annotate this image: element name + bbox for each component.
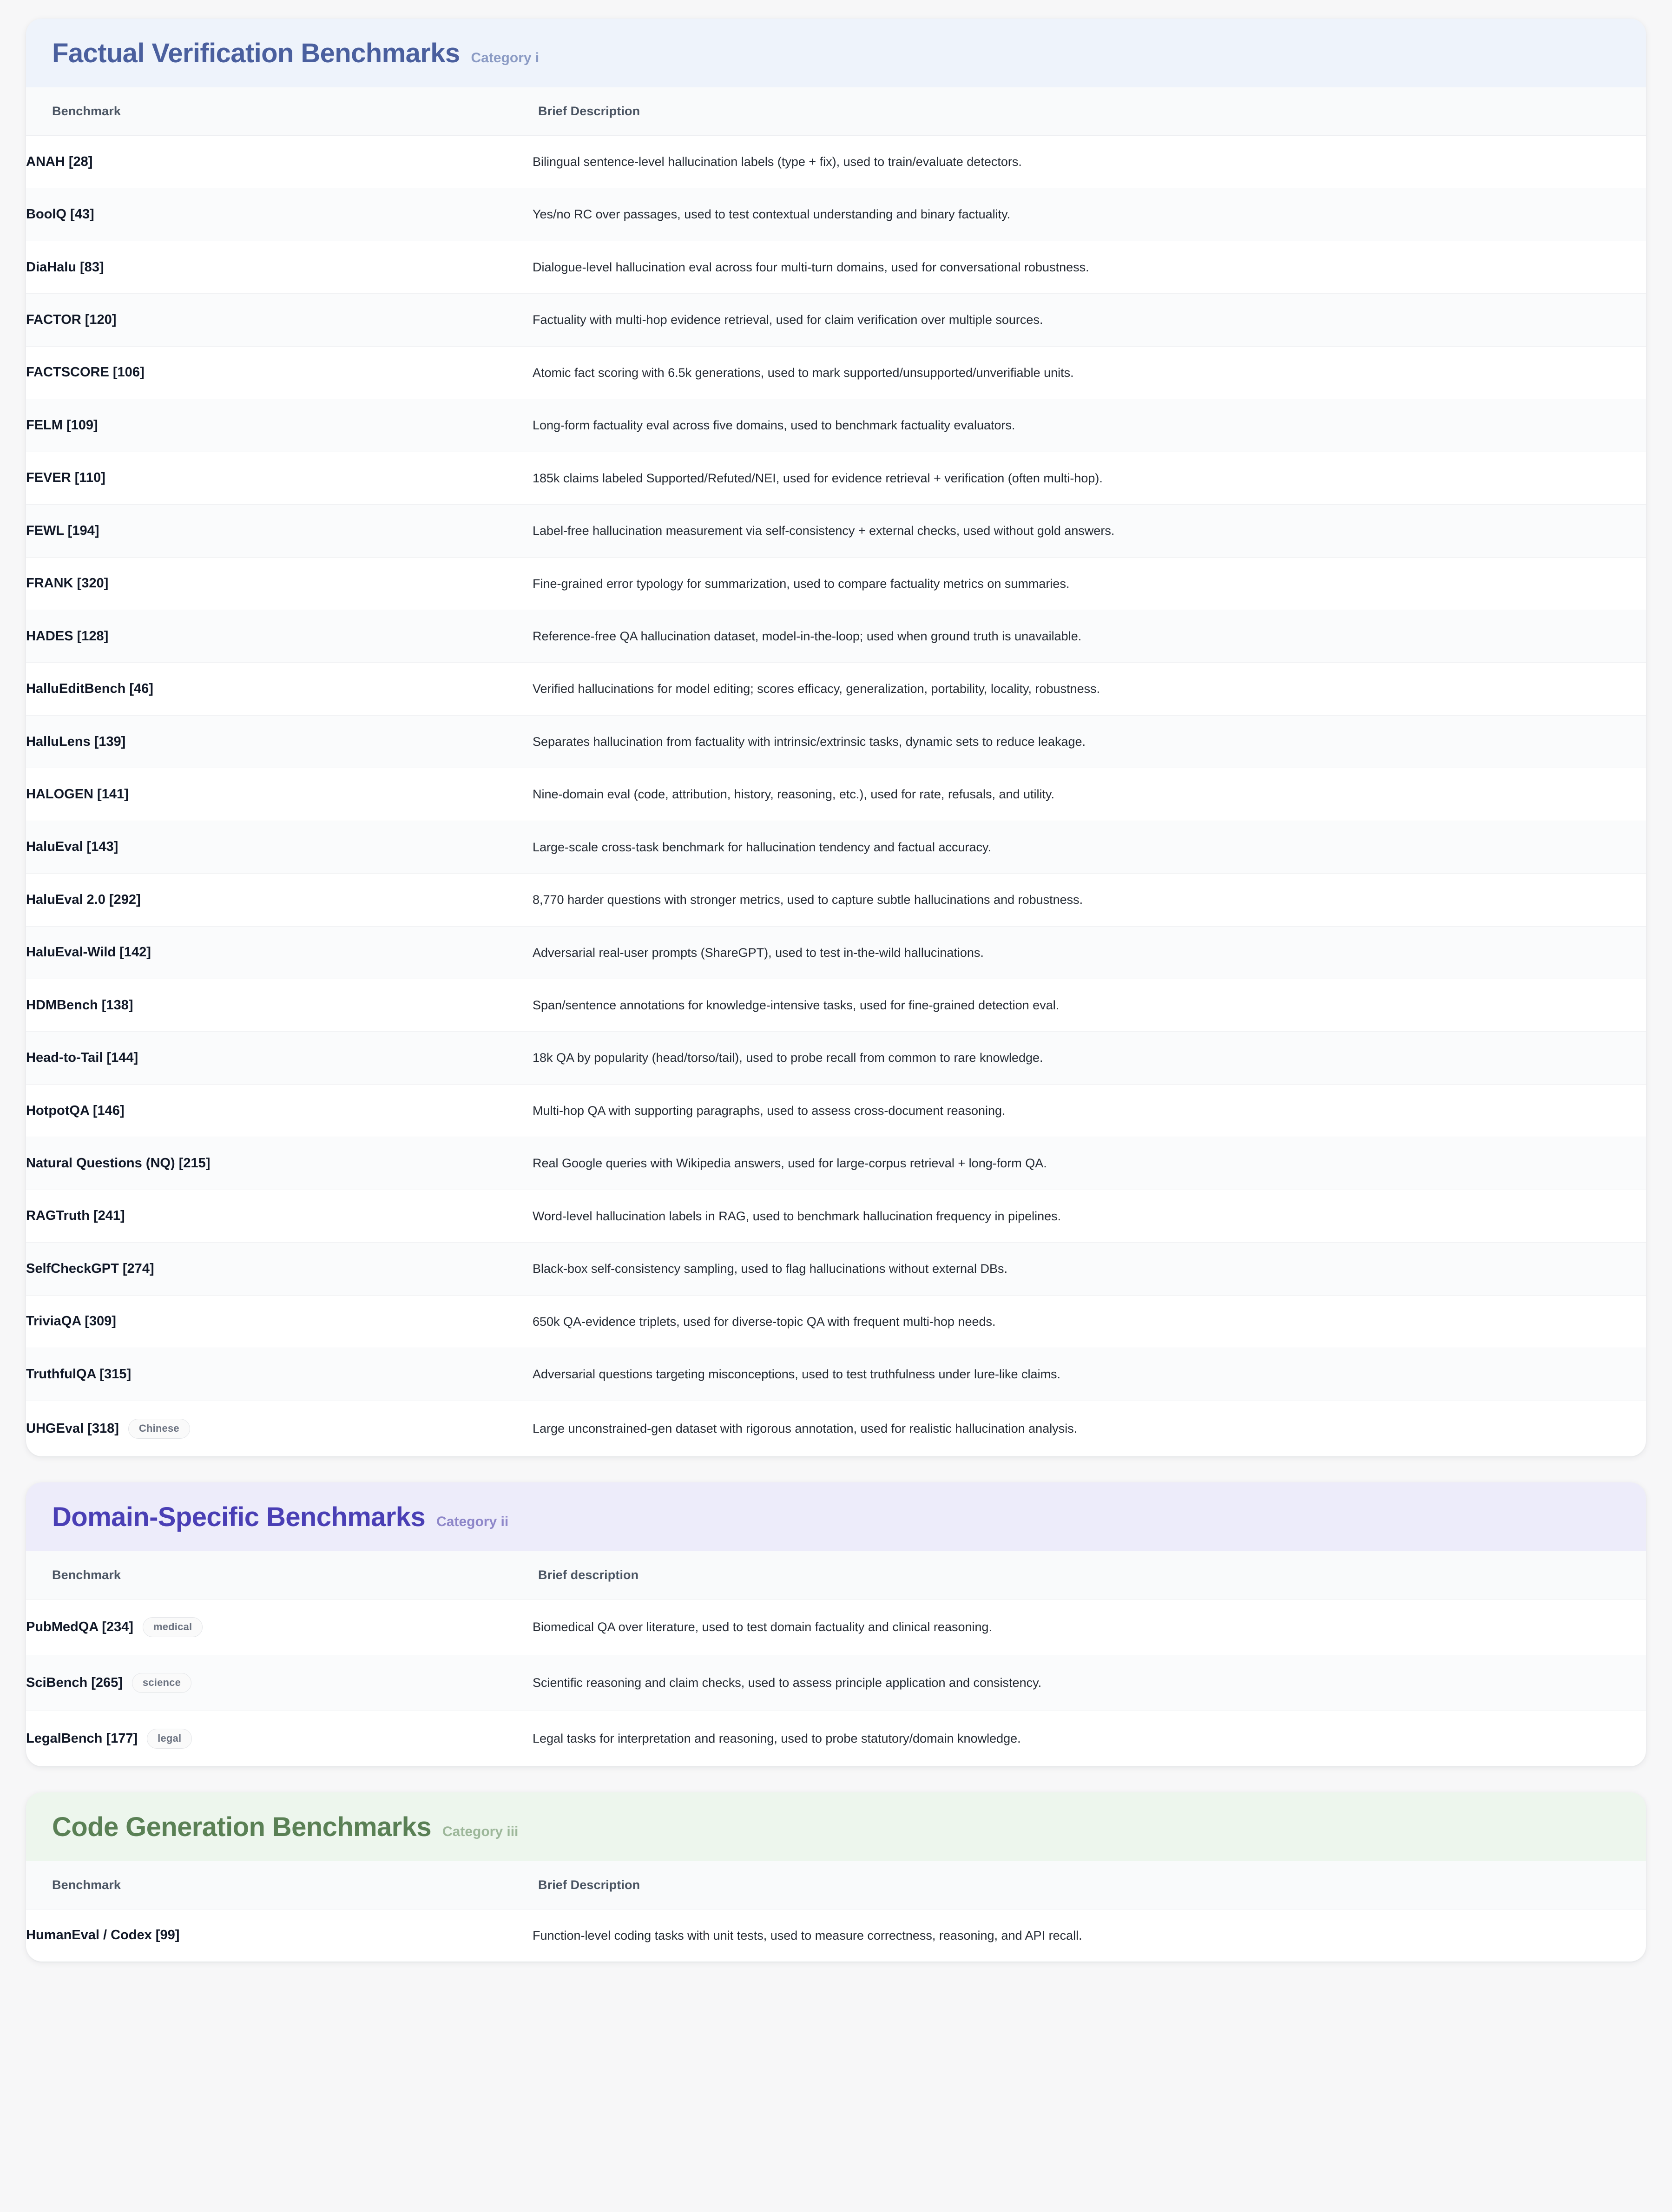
benchmark-name-wrapper [26, 207, 94, 222]
benchmark-name-wrapper [26, 892, 141, 908]
benchmark-name-wrapper [26, 312, 116, 328]
benchmark-name-wrapper [26, 1314, 116, 1329]
benchmark-name: HADES [128] [26, 628, 109, 644]
benchmark-description-cell: Word-level hallucination labels in RAG, used to benchmark hallucination frequency in pipelines. [533, 1209, 1061, 1223]
benchmark-description-cell: Reference-free QA hallucination dataset, model-in-the-loop; used when ground truth is unavailable. [533, 629, 1082, 643]
column-header-description: Brief description [533, 1551, 1646, 1600]
section-category-label: Category ii [436, 1514, 509, 1529]
table-row [26, 294, 1646, 346]
benchmark-description-cell: Span/sentence annotations for knowledge-intensive tasks, used for fine-grained detection eval. [533, 998, 1060, 1012]
benchmark-name: FRANK [320] [26, 576, 109, 591]
table-header-row [26, 87, 1646, 136]
benchmark-name-cell [26, 715, 533, 768]
benchmark-name-cell [26, 926, 533, 979]
benchmark-name-cell [26, 1599, 533, 1655]
table-row [26, 1137, 1646, 1190]
benchmark-name-cell [26, 399, 533, 452]
table-row [26, 821, 1646, 873]
benchmark-name: HaluEval 2.0 [292] [26, 892, 141, 907]
benchmark-description-cell: 650k QA-evidence triplets, used for diverse-topic QA with frequent multi-hop needs. [533, 1314, 996, 1329]
benchmark-tag-badge: medical [143, 1617, 203, 1637]
section-title: Code Generation Benchmarks [52, 1811, 431, 1842]
benchmark-section-card [26, 19, 1646, 1456]
section-category-label: Category i [471, 50, 540, 66]
benchmark-name-wrapper [26, 839, 118, 855]
table-row [26, 136, 1646, 188]
benchmark-name: FACTOR [120] [26, 312, 117, 328]
column-header-benchmark: Benchmark [26, 87, 533, 136]
benchmark-name: TriviaQA [309] [26, 1314, 116, 1329]
section-title: Factual Verification Benchmarks [52, 38, 460, 68]
benchmark-name: LegalBench [177] [26, 1731, 138, 1746]
benchmark-tag-badge: legal [147, 1729, 192, 1749]
benchmark-name-cell [26, 1243, 533, 1295]
benchmark-description-cell: Black-box self-consistency sampling, used to flag hallucinations without external DBs. [533, 1262, 1008, 1276]
benchmark-name-cell [26, 241, 533, 293]
benchmark-description-cell: Fine-grained error typology for summarization, used to compare factuality metrics on summaries. [533, 576, 1070, 591]
benchmark-description-cell: Atomic fact scoring with 6.5k generations, used to mark supported/unsupported/unverifiable units. [533, 365, 1074, 380]
table-row [26, 1599, 1646, 1655]
benchmark-name-cell [26, 610, 533, 662]
benchmark-name: Head-to-Tail [144] [26, 1050, 138, 1066]
benchmark-tag-badge: Chinese [128, 1419, 190, 1439]
benchmark-name-cell [26, 768, 533, 821]
table-row [26, 399, 1646, 452]
benchmark-name: RAGTruth [241] [26, 1208, 125, 1224]
table-row [26, 979, 1646, 1032]
table-row [26, 1909, 1646, 1962]
table-header-row [26, 1551, 1646, 1600]
benchmark-name: Natural Questions (NQ) [215] [26, 1156, 211, 1171]
benchmark-name-wrapper [26, 1103, 125, 1119]
benchmark-name: ANAH [28] [26, 154, 93, 169]
benchmark-description-cell: Real Google queries with Wikipedia answers, used for large-corpus retrieval + long-form QA. [533, 1156, 1047, 1171]
column-header-benchmark: Benchmark [26, 1861, 533, 1909]
benchmark-description-cell: Separates hallucination from factuality with intrinsic/extrinsic tasks, dynamic sets to reduce leakage. [533, 734, 1086, 749]
benchmark-section-card [26, 1792, 1646, 1962]
benchmark-name-cell [26, 1137, 533, 1190]
table-row [26, 1348, 1646, 1401]
section-header [26, 19, 1646, 87]
benchmark-description-cell: Large unconstrained-gen dataset with rigorous annotation, used for realistic hallucination analysis. [533, 1421, 1078, 1435]
benchmark-name-wrapper [26, 734, 125, 750]
benchmark-name-wrapper [26, 787, 129, 802]
benchmark-table [26, 87, 1646, 1456]
section-header [26, 1482, 1646, 1551]
benchmark-tag-badge: science [132, 1673, 191, 1693]
benchmark-name: FEVER [110] [26, 470, 105, 486]
table-row [26, 663, 1646, 715]
benchmark-name: HotpotQA [146] [26, 1103, 125, 1118]
benchmark-name-cell [26, 505, 533, 557]
benchmark-name: HalluLens [139] [26, 734, 126, 749]
table-row [26, 1295, 1646, 1348]
benchmark-name-wrapper [26, 365, 145, 380]
benchmark-description-cell: 185k claims labeled Supported/Refuted/NEI, used for evidence retrieval + verification (often multi-hop). [533, 471, 1103, 485]
table-row [26, 1032, 1646, 1084]
table-row [26, 610, 1646, 662]
benchmark-description-cell: Function-level coding tasks with unit tests, used to measure correctness, reasoning, and API recall. [533, 1928, 1082, 1942]
table-row [26, 241, 1646, 293]
benchmark-name: PubMedQA [234] [26, 1619, 133, 1634]
benchmark-name-wrapper [26, 470, 105, 486]
benchmark-name-cell [26, 1711, 533, 1766]
table-row [26, 874, 1646, 926]
table-row [26, 505, 1646, 557]
benchmark-name-wrapper [26, 260, 104, 275]
benchmark-description-cell: Dialogue-level hallucination eval across four multi-turn domains, used for conversational robustness. [533, 260, 1089, 274]
benchmark-name-cell [26, 452, 533, 504]
table-row [26, 346, 1646, 399]
benchmark-name-wrapper [26, 523, 99, 539]
table-row [26, 452, 1646, 504]
benchmark-name-cell [26, 1032, 533, 1084]
benchmark-name: HaluEval [143] [26, 839, 118, 855]
benchmark-name-cell [26, 294, 533, 346]
benchmark-name-wrapper [26, 1208, 125, 1224]
benchmark-name-cell [26, 1401, 533, 1456]
section-header [26, 1792, 1646, 1861]
benchmark-name-wrapper [26, 154, 92, 170]
benchmark-name: HaluEval-Wild [142] [26, 945, 151, 960]
benchmark-description-cell: Adversarial questions targeting misconceptions, used to test truthfulness under lure-like claims. [533, 1367, 1061, 1382]
table-row [26, 715, 1646, 768]
table-row [26, 768, 1646, 821]
benchmark-name-wrapper [26, 1367, 131, 1382]
benchmark-description-cell: Label-free hallucination measurement via self-consistency + external checks, used without gold answers. [533, 524, 1115, 538]
column-header-description: Brief Description [533, 87, 1646, 136]
benchmark-table [26, 1551, 1646, 1766]
table-row [26, 1243, 1646, 1295]
benchmark-name-cell [26, 1295, 533, 1348]
benchmark-description-cell: 8,770 harder questions with stronger metrics, used to capture subtle hallucinations and robustness. [533, 893, 1083, 907]
benchmark-name-cell [26, 1084, 533, 1137]
benchmark-name-wrapper [26, 945, 151, 960]
benchmark-name-wrapper [26, 1419, 190, 1439]
section-title: Domain-Specific Benchmarks [52, 1501, 426, 1532]
benchmark-description-cell: Long-form factuality eval across five domains, used to benchmark factuality evaluators. [533, 418, 1015, 433]
benchmark-name: TruthfulQA [315] [26, 1366, 132, 1382]
benchmark-description-cell: Legal tasks for interpretation and reasoning, used to probe statutory/domain knowledge. [533, 1731, 1021, 1745]
table-row [26, 1655, 1646, 1711]
benchmark-name: SelfCheckGPT [274] [26, 1261, 154, 1276]
benchmark-name: FEWL [194] [26, 523, 99, 538]
benchmark-name: DiaHalu [83] [26, 259, 104, 275]
benchmark-name-wrapper [26, 1928, 179, 1943]
benchmark-description-cell: Verified hallucinations for model editing; scores efficacy, generalization, portability, locality, robustness. [533, 682, 1100, 696]
benchmark-description-cell: Nine-domain eval (code, attribution, history, reasoning, etc.), used for rate, refusals, and utility. [533, 787, 1055, 802]
table-row [26, 926, 1646, 979]
benchmark-name-cell [26, 188, 533, 241]
benchmark-name-cell [26, 663, 533, 715]
benchmark-description-cell: Multi-hop QA with supporting paragraphs, used to assess cross-document reasoning. [533, 1103, 1006, 1118]
benchmark-name-cell [26, 874, 533, 926]
benchmark-name-wrapper [26, 418, 98, 433]
benchmark-table [26, 1861, 1646, 1962]
benchmark-name-wrapper [26, 1617, 203, 1637]
table-row [26, 1711, 1646, 1766]
benchmark-name-wrapper [26, 1156, 210, 1171]
benchmark-name: SciBench [265] [26, 1675, 123, 1690]
table-row [26, 1190, 1646, 1242]
benchmark-description-cell: Large-scale cross-task benchmark for hallucination tendency and factual accuracy. [533, 840, 992, 854]
benchmark-name-wrapper [26, 1673, 191, 1693]
benchmark-name: HALOGEN [141] [26, 786, 129, 802]
benchmark-name-cell [26, 821, 533, 873]
benchmark-name: FACTSCORE [106] [26, 365, 145, 380]
benchmark-name: HalluEditBench [46] [26, 681, 153, 697]
column-header-benchmark: Benchmark [26, 1551, 533, 1600]
benchmark-name-wrapper [26, 1050, 138, 1066]
benchmark-name: BoolQ [43] [26, 207, 94, 222]
table-header-row [26, 1861, 1646, 1909]
benchmark-name-wrapper [26, 1729, 192, 1749]
benchmark-name-wrapper [26, 1261, 154, 1277]
benchmark-name-cell [26, 1655, 533, 1711]
benchmark-description-cell: Yes/no RC over passages, used to test contextual understanding and binary factuality. [533, 207, 1011, 222]
table-row [26, 1401, 1646, 1456]
table-row [26, 188, 1646, 241]
benchmark-name-cell [26, 979, 533, 1032]
table-row [26, 557, 1646, 610]
benchmark-name-cell [26, 1348, 533, 1401]
benchmark-name: HDMBench [138] [26, 997, 133, 1013]
benchmark-name: UHGEval [318] [26, 1421, 119, 1436]
benchmark-name: HumanEval / Codex [99] [26, 1928, 180, 1943]
benchmark-name: FELM [109] [26, 417, 98, 433]
benchmark-description-cell: Adversarial real-user prompts (ShareGPT), used to test in-the-wild hallucinations. [533, 945, 984, 960]
benchmark-name-wrapper [26, 681, 153, 697]
table-row [26, 1084, 1646, 1137]
section-category-label: Category iii [442, 1824, 519, 1839]
column-header-description: Brief Description [533, 1861, 1646, 1909]
benchmark-name-wrapper [26, 629, 108, 644]
benchmark-description-cell: Bilingual sentence-level hallucination labels (type + fix), used to train/evaluate detectors. [533, 155, 1022, 169]
benchmark-name-wrapper [26, 998, 133, 1013]
benchmark-description-cell: Scientific reasoning and claim checks, used to assess principle application and consistency. [533, 1675, 1042, 1690]
benchmark-name-wrapper [26, 576, 108, 591]
benchmark-name-cell [26, 1909, 533, 1962]
benchmark-description-cell: Factuality with multi-hop evidence retrieval, used for claim verification over multiple sources. [533, 313, 1043, 327]
benchmark-name-cell [26, 557, 533, 610]
benchmark-name-cell [26, 1190, 533, 1242]
benchmark-description-cell: Biomedical QA over literature, used to test domain factuality and clinical reasoning. [533, 1620, 993, 1634]
benchmark-description-cell: 18k QA by popularity (head/torso/tail), used to probe recall from common to rare knowledge. [533, 1051, 1043, 1065]
benchmark-name-cell [26, 136, 533, 188]
benchmark-section-card [26, 1482, 1646, 1766]
benchmark-name-cell [26, 346, 533, 399]
